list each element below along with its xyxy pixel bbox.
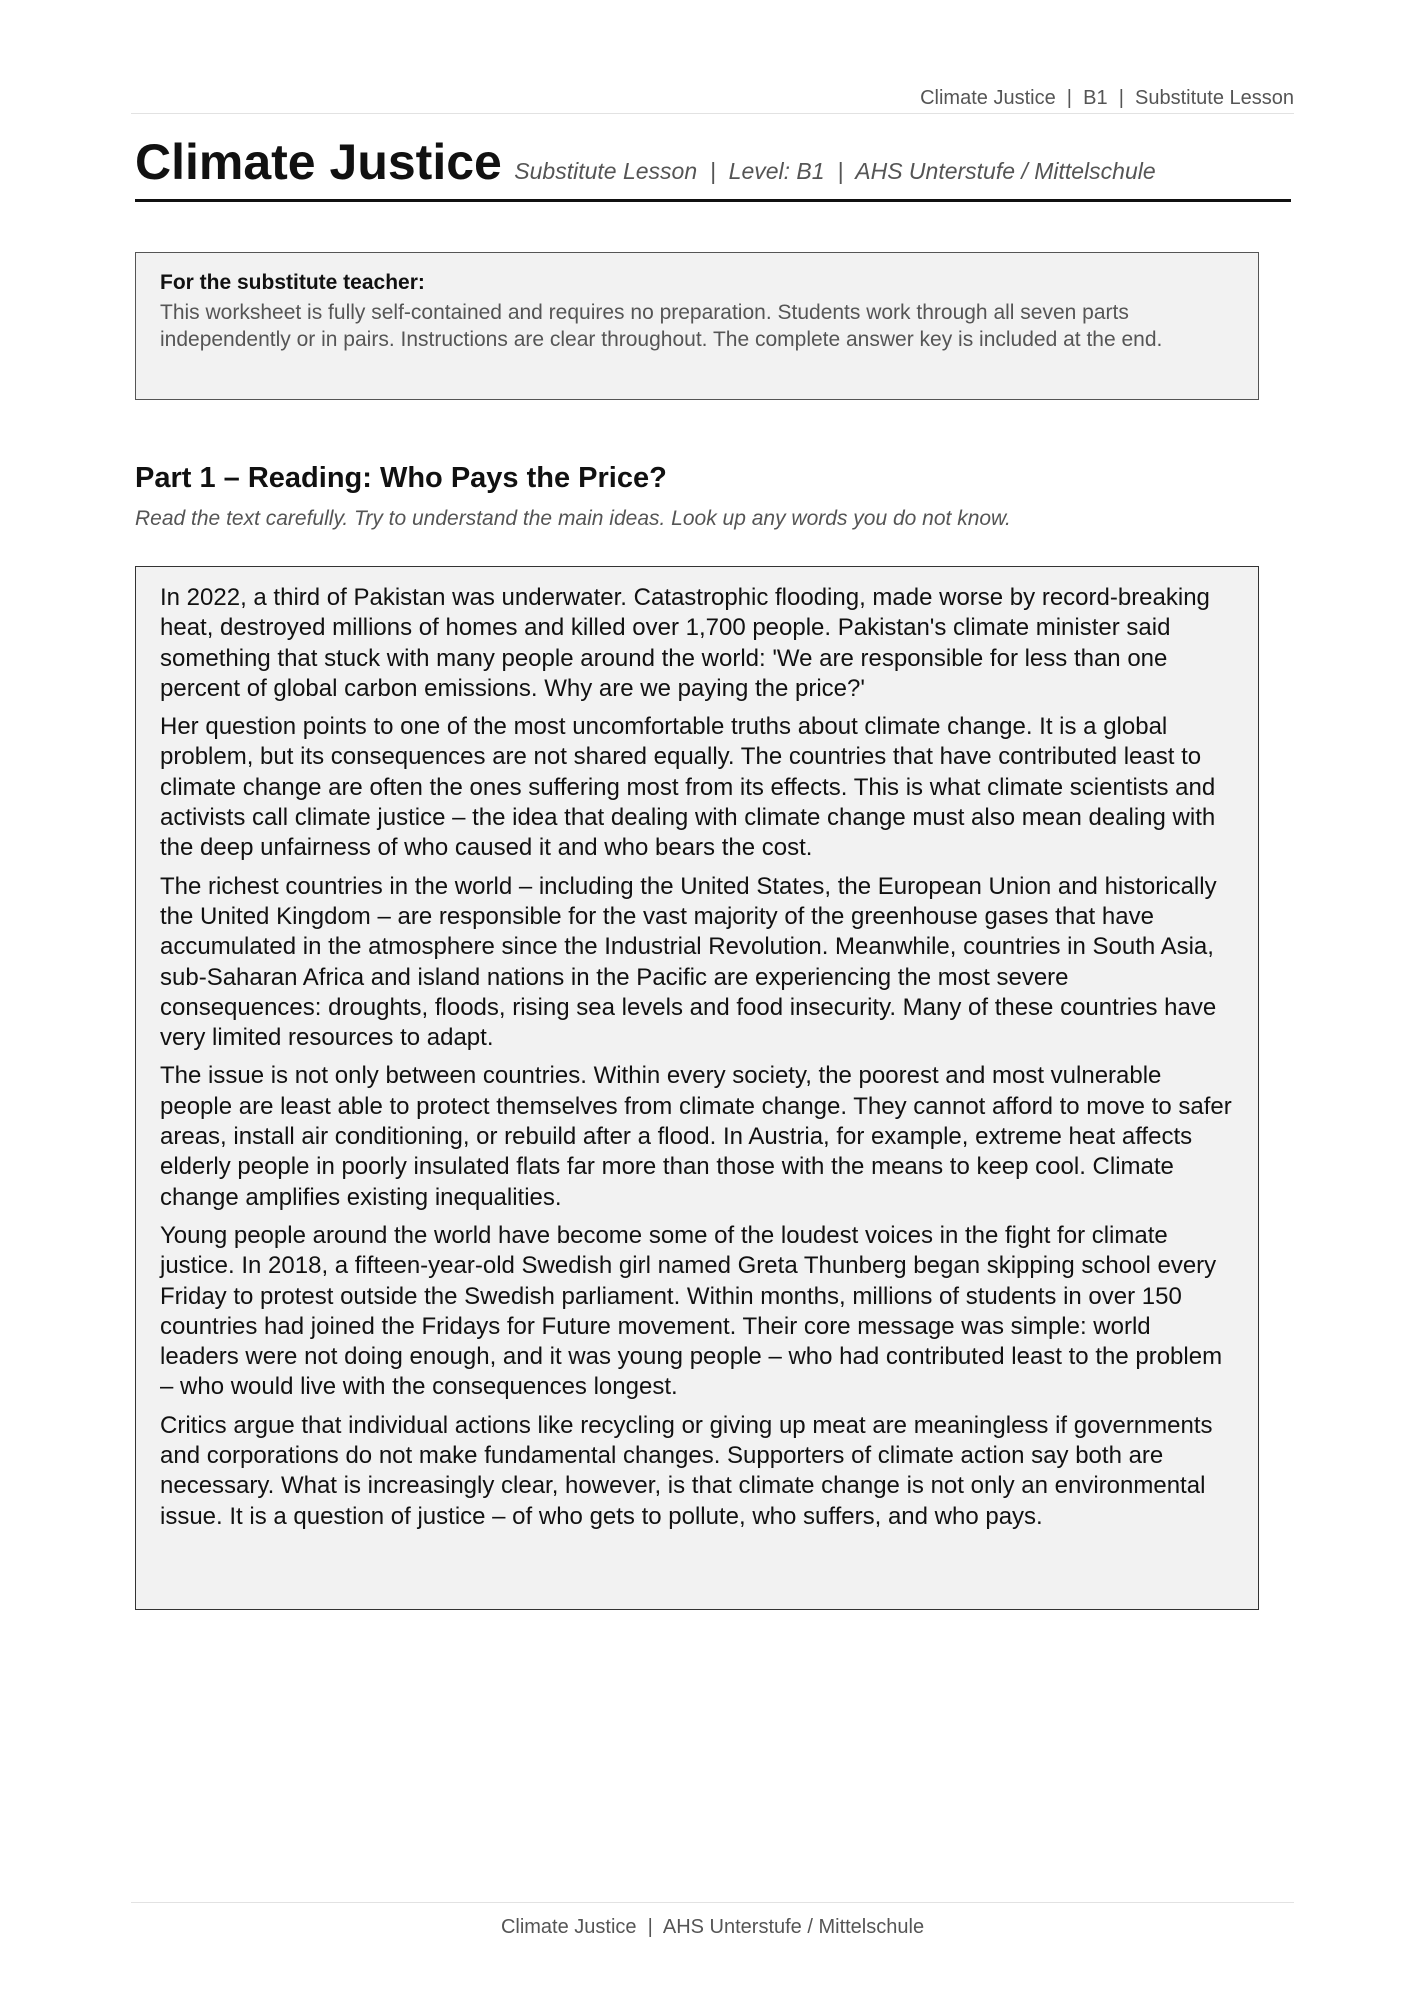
part1-heading: Part 1 – Reading: Who Pays the Price? bbox=[135, 462, 667, 494]
reading-text-box bbox=[135, 566, 1259, 1610]
running-header-text: Climate Justice | B1 | Substitute Lesson bbox=[920, 87, 1294, 109]
reading-paragraph-3: The richest countries in the world – including the United States, the European Union and historically the United Kingdom – are responsible for the vast majority of the greenhouse gases that have accumulated in the atmosphere since the Industrial Revolution. Meanwhile, countries in South Asia, sub-Saharan Africa and island nations in the Pacific are experiencing the most severe consequences: droughts, floods, rising sea levels and food insecurity. Many of these countries have very limited resources to adapt. bbox=[160, 872, 1217, 1052]
title-block bbox=[135, 132, 1291, 202]
reading-paragraph-6: Critics argue that individual actions like recycling or giving up meat are meaningless if governments and corporations do not make fundamental changes. Supporters of climate action say both are necessary. What is increasingly clear, however, is that climate change is not only an environmental issue. It is a question of justice – of who gets to pollute, who suffers, and who pays. bbox=[160, 1411, 1213, 1530]
teacher-note-heading: For the substitute teacher: bbox=[160, 271, 425, 294]
reading-paragraph-5: Young people around the world have become some of the loudest voices in the fight for climate justice. In 2018, a fifteen-year-old Swedish girl named Greta Thunberg began skipping school every Friday to protest outside the Swedish parliament. Within months, millions of students in over 150 countries had joined the Fridays for Future movement. Their core message was simple: world leaders were not doing enough, and it was young people – who had contributed least to the problem – who would live with the consequences longest. bbox=[160, 1221, 1223, 1401]
teacher-note-box bbox=[135, 252, 1259, 400]
part1-instructions: Read the text carefully. Try to understand the main ideas. Look up any words you do not know. bbox=[135, 507, 1011, 530]
running-header bbox=[131, 84, 1294, 114]
reading-paragraph-2: Her question points to one of the most uncomfortable truths about climate change. It is a global problem, but its consequences are not shared equally. The countries that have contributed least to climate change are often the ones suffering most from its effects. This is what climate scientists and activists call climate justice – the idea that dealing with climate change must also mean dealing with the deep unfairness of who caused it and who bears the cost. bbox=[160, 713, 1216, 862]
teacher-note-text: This worksheet is fully self-contained and requires no preparation. Students work through all seven parts independently or in pairs. Instructions are clear throughout. The complete answer key is included at the end. bbox=[160, 301, 1163, 351]
page-title: Climate Justice bbox=[135, 134, 502, 190]
reading-paragraph-1: In 2022, a third of Pakistan was underwater. Catastrophic flooding, made worse by record-breaking heat, destroyed millions of homes and killed over 1,700 people. Pakistan's climate minister said something that stuck with many people around the world: 'We are responsible for less than one percent of global carbon emissions. Why are we paying the price?' bbox=[160, 584, 1210, 702]
page-subtitle: Substitute Lesson | Level: B1 | AHS Unterstufe / Mittelschule bbox=[514, 158, 1156, 184]
running-footer bbox=[131, 1902, 1294, 1941]
running-footer-text: Climate Justice | AHS Unterstufe / Mittelschule bbox=[500, 1916, 925, 1938]
reading-paragraph-4: The issue is not only between countries. Within every society, the poorest and most vulnerable people are least able to protect themselves from climate change. They cannot afford to move to safer areas, install air conditioning, or rebuild after a flood. In Austria, for example, extreme heat affects elderly people in poorly insulated flats far more than those with the means to keep cool. Climate change amplifies existing inequalities. bbox=[160, 1062, 1232, 1211]
